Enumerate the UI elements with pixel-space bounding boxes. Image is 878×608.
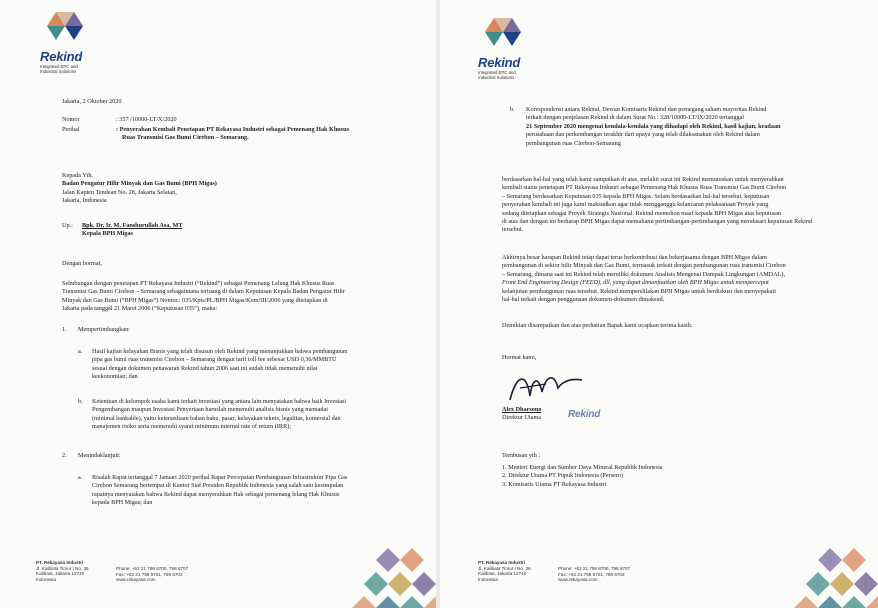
decision-line: – Semarang berdasarkan Keputusan 035 kepada BPH Migas. Selain berdasarkan hal-hal tersebut, keputusan bbox=[502, 192, 770, 200]
logo-tagline-1: Integrated EPC and bbox=[478, 70, 516, 75]
decision-line: berdasarkan hal-hal yang telah kami sampaikan di atas, melalui surat ini Rekind memutuskan untuk menyerahkan bbox=[502, 176, 784, 183]
recipient-block bbox=[62, 172, 382, 206]
item-2b-line: 21 September 2020 mengenai kendala-kendala yang dihadapi oleh Rekind, hasil kajian, keadaan bbox=[526, 122, 781, 130]
perihal-label: Perihal bbox=[62, 126, 80, 133]
logo-wordmark: Rekind bbox=[478, 55, 521, 70]
decision-line: kembali status penetapan PT Rekayasa Industri sebagai Pemenang Hak Khusus Ruas Transmisi Gas Bumi Cirebon bbox=[502, 184, 787, 192]
footer-company: PT. Rekayasa Industri bbox=[36, 560, 84, 565]
item-2-title: Menindaklanjuti: bbox=[78, 452, 121, 459]
perihal-line-2: Ruas Transmisi Gas Bumi Cirebon – Semarang. bbox=[122, 134, 249, 141]
decision-line: tersebut. bbox=[502, 226, 524, 234]
item-1b-text bbox=[92, 398, 420, 432]
footer-decoration-icon bbox=[778, 540, 878, 608]
hope-line: Front End Engineering Design (FEED), dll, yang dapat dimanfaatkan oleh BPH Migas untuk mempercepat bbox=[502, 279, 769, 287]
recipient-address-1: Jalan Kapten Tendean No. 28, Jakarta Selatan, bbox=[62, 188, 177, 196]
item-1b-line: Pengembangan maupun Investasi Penyertaan haruslah memenuhi analisis bisnis yang memadai bbox=[92, 406, 328, 414]
nomor-label: Nomor bbox=[62, 116, 80, 123]
closing-sentence: Demikian disampaikan dan atas perhatian Bapak kami ucapkan terima kasih. bbox=[502, 322, 693, 329]
item-2a-text bbox=[92, 474, 420, 508]
perihal-line-1: : Penyerahan Kembali Penetapan PT Rekayasa Industri sebagai Pemenang Hak Khusus bbox=[116, 126, 349, 133]
cc-item: 1. Menteri Energi dan Sumber Daya Mineral Republik Indonesia bbox=[502, 464, 663, 471]
intro-line: Minyak dan Gas Bumi (“BPH Migas”) Nomor.: 035/Kpts/PL/BPH Migas/Kom/III/2006 yang ditetapkan di bbox=[62, 296, 328, 304]
logo-tagline-1: Integrated EPC and bbox=[40, 64, 78, 69]
footer-web: www.rekayasa.com bbox=[116, 577, 156, 583]
footer-address-2: Kalibata, Jakarta 12740 bbox=[478, 571, 527, 577]
item-1-title: Mempertimbangkan: bbox=[78, 326, 130, 333]
intro-paragraph bbox=[62, 280, 422, 314]
item-1b-letter: b. bbox=[78, 398, 83, 405]
footer-fax: Fax: +62 21 798 8701, 798 8702 bbox=[558, 571, 625, 577]
hope-paragraph bbox=[502, 254, 860, 304]
decision-line: di atas dan dengan ini berharap BPH Migas dapat memahami pertimbangan-pertimbangan yang mendasari keputusan Rekind bbox=[502, 218, 812, 226]
footer-address bbox=[478, 560, 531, 582]
hope-line: hal-hal terkait dengan penggunaan dokumen-dokumen dimaksud. bbox=[502, 296, 665, 304]
item-1a-line: sesuai dengan dokumen penawaran Rekind tahun 2006 saat ini sudah tidak memenuhi nilai bbox=[92, 364, 318, 372]
recipient-name: Badan Pengatur Hilir Minyak dan Gas Bumi (BPH Migas) bbox=[62, 180, 217, 188]
footer-web: www.rekayasa.com bbox=[558, 577, 598, 583]
item-1a-text bbox=[92, 348, 420, 382]
letter-page-1 bbox=[0, 0, 436, 608]
footer-address-1: Jl. Kalibata Timur I No. 36 bbox=[478, 565, 531, 571]
hope-line: Akhirnya besar harapan Rekind tetap dapat terus berkontribusi dan bekerjasama dengan BPH Migas dalam bbox=[502, 254, 767, 261]
intro-line: Transmisi Gas Bumi Cirebon – Semarang sebagaimana tertuang di dalam Keputusan Kepala Badan Pengatur Hilir bbox=[62, 288, 345, 296]
item-2b-line: terkait dengan penjelasan Rekind di dalam Surat No.: 328/10000-LT/IX/2020 tertanggal bbox=[526, 114, 744, 122]
logo-tagline-2: Industrial Solutions bbox=[40, 69, 77, 74]
decision-line: sedang ditetapkan sebagai Proyek Strategis Nasional. Rekind memohon maaf kepada BPH Migas atas keputusan bbox=[502, 209, 782, 217]
hope-line: – Semarang, dimana saat ini Rekind telah memiliki dokumen Analisis Mengenai Dampak Lingkungan (AMDAL), bbox=[502, 270, 786, 278]
letter-page-2 bbox=[440, 0, 878, 608]
regards: Hormat kami, bbox=[502, 354, 537, 361]
item-2b-text bbox=[526, 106, 856, 148]
footer-address bbox=[36, 560, 89, 582]
nomor-value: : 357 /10000-LT/X/2020 bbox=[116, 116, 177, 123]
footer-address-3: Indonesia bbox=[36, 576, 56, 582]
item-2b-letter: b. bbox=[510, 106, 515, 113]
greeting: Dengan hormat, bbox=[62, 260, 102, 267]
logo-wordmark: Rekind bbox=[40, 49, 83, 64]
up-name: Bpk. Dr. Ir. M. Fanshurullah Asa, MT bbox=[82, 222, 183, 229]
footer-phone: Phone: +62 21 798 8700, 798 8707 bbox=[558, 566, 631, 571]
hope-line: kelanjutan pembangunan ruas tersebut. Rekind memperslilakan BPH Migas untuk berdiskusi dan menyepakati bbox=[502, 287, 776, 295]
footer-contact bbox=[558, 566, 630, 583]
item-2a-letter: a. bbox=[78, 474, 83, 481]
up-label: Up.: bbox=[62, 222, 73, 229]
decision-paragraph bbox=[502, 176, 860, 235]
cc-list bbox=[502, 464, 832, 489]
rekind-logo-icon bbox=[40, 8, 90, 44]
company-stamp bbox=[568, 404, 600, 422]
intro-line: Jakarta pada tanggal 21 Maret 2006 (“Keputusan 035”), maka: bbox=[62, 305, 218, 313]
item-2b-line: pembangunan ruas Cirebon-Semarang bbox=[526, 139, 621, 147]
stamp-wordmark: Rekind bbox=[568, 409, 601, 420]
item-2a-line: rapatnya menyatakan bahwa Rekind dapat menyerahkan Hak sebagai pemenang lelang Hak Khusus bbox=[92, 490, 340, 498]
recipient-label: Kepada Yth. bbox=[62, 172, 94, 179]
decision-line: penyerahan kembali ini juga kami maksudkan agar tidak mengganggu kelancaran pelaksanaan Proyek yang bbox=[502, 201, 769, 209]
up-title: Kepala BPH Migas bbox=[82, 230, 133, 237]
signer-name: Alex Dharsono bbox=[502, 406, 542, 413]
item-2a-line: kepada BPH Migas; dan bbox=[92, 499, 153, 507]
item-1-number: 1. bbox=[62, 326, 67, 333]
item-1a-line: keekonomian; dan bbox=[92, 373, 138, 381]
rekind-logo-icon bbox=[478, 14, 528, 50]
item-1b-line: manajemen risiko serta memenuhi syarat minimum internal rate of return (IRR); bbox=[92, 423, 291, 431]
item-2a-line: Risalah Rapat tertanggal 7 Januari 2020 perihal Rapat Percepatan Pembangunan Infrastruktur Pipa Gas bbox=[92, 474, 348, 481]
cc-item: 2. Direktur Utama PT Pupuk Indonesia (Persero) bbox=[502, 472, 624, 480]
footer-phone: Phone: +62 21 798 8700, 798 8707 bbox=[116, 566, 189, 571]
signer-title: Direktur Utama bbox=[502, 414, 542, 421]
item-2-number: 2. bbox=[62, 452, 67, 459]
cc-label: Tembusan yth : bbox=[502, 452, 541, 459]
footer-decoration-icon bbox=[336, 540, 436, 608]
footer-address-3: Indonesia bbox=[478, 576, 498, 582]
recipient-address-2: Jakarta, Indonesia bbox=[62, 197, 107, 205]
footer-address-2: Kalibata, Jakarta 12740 bbox=[36, 571, 85, 577]
footer-fax: Fax: +62 21 798 8701, 798 8702 bbox=[116, 571, 183, 577]
item-1b-line: Ketentuan di kelompok usaha kami terkait investasi yang antara lain menyatakan bahwa baik Investasi bbox=[92, 398, 347, 405]
item-2b-line: Korespondensi antara Rekind, Dewan Komisaris Rekind dan pemegang saham mayoritas Rekind bbox=[526, 106, 767, 113]
logo-tagline-2: Industrial Solutions bbox=[478, 75, 515, 80]
place-date: Jakarta, 2 Oktober 2020 bbox=[62, 98, 122, 105]
item-1a-line: pipa gas bumi ruas transmisi Cirebon – Semarang dengan tarif toll fee sebesar USD 0,36/MMBTU bbox=[92, 356, 337, 364]
item-2a-line: Cirebon Semarang bertempat di Kantor Staf Presiden Republik Indonesia yang salah satu kesimpulan bbox=[92, 482, 344, 490]
rekind-logo bbox=[478, 14, 528, 80]
footer-company: PT. Rekayasa Industri bbox=[478, 560, 526, 565]
rekind-logo bbox=[40, 8, 90, 74]
item-1b-line: (minimal bankable), yaitu ketersediaan bahan baku, pasar, kelayakan teknis, legalitas, komersial dan bbox=[92, 414, 341, 422]
item-1a-line: Hasil kajian kelayakan Bisnis yang telah disusun oleh Rekind yang menunjukkan bahwa pembangunan bbox=[92, 348, 348, 355]
cc-item: 3. Komisaris Utama PT Rekayasa Industri bbox=[502, 480, 607, 488]
item-2b-line: perusahaan dan perkembangan terakhir dari upaya yang telah dilaksanakan oleh Rekind dalam bbox=[526, 131, 760, 139]
footer-contact bbox=[116, 566, 188, 583]
intro-line: Sehubungan dengan penetapan PT Rekayasa Industri (“Rekind”) sebagai Pemenang Lelang Hak Khusus Ruas bbox=[62, 280, 335, 287]
footer-address-1: Jl. Kalibata Timur I No. 36 bbox=[36, 565, 89, 571]
hope-line: pembangunan di sektor hilir Minyak dan Gas Bumi, termasuk terkait dengan pembangunan ruas transmisi Cirebon bbox=[502, 262, 786, 270]
item-1a-letter: a. bbox=[78, 348, 83, 355]
